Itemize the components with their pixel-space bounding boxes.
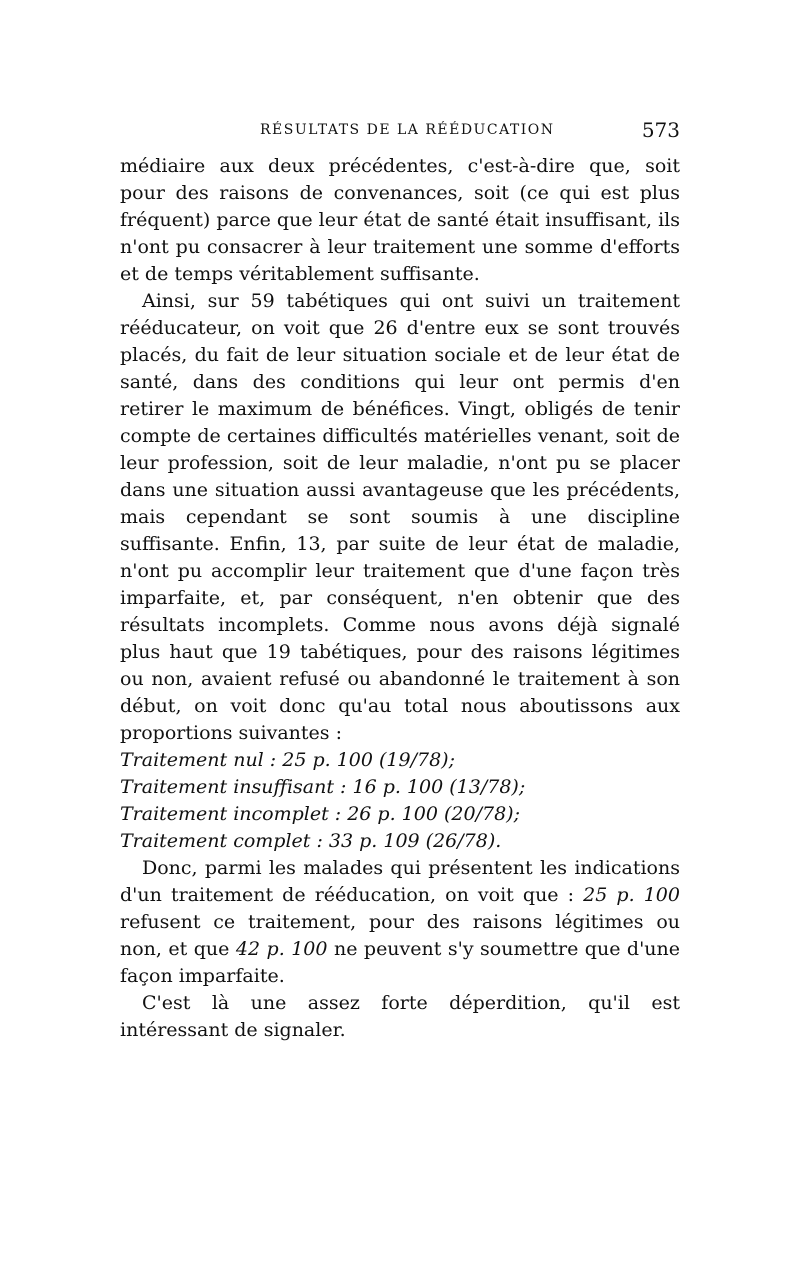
conclusion-percent-imparfait: 42 p. 100	[235, 938, 328, 960]
running-head	[120, 118, 680, 142]
result-line-complet: Traitement complet : 33 p. 109 (26/78).	[120, 830, 502, 852]
page-number: 573	[641, 118, 680, 142]
body-text	[120, 153, 680, 1044]
conclusion-text-start: Donc, parmi les malades qui présentent les indications d'un traitement de rééducation, on voit que :	[120, 857, 680, 906]
result-line-nul: Traitement nul : 25 p. 100 (19/78);	[120, 749, 455, 771]
conclusion-percent-refuse: 25 p. 100	[583, 884, 680, 906]
paragraph-continuation: médiaire aux deux précédentes, c'est-à-dire que, soit pour des raisons de convenances, soit (ce qui est plus fréquent) parce que leur état de santé était insuffisant, ils n'ont pu consacrer à leur traitement une somme d'efforts et de temps véritablement suffisante.	[120, 155, 680, 285]
conclusion-text-mid: refusent ce traitement, pour des raisons légitimes ou non, et que	[120, 911, 680, 960]
results-list	[120, 747, 680, 855]
result-line-incomplet: Traitement incomplet : 26 p. 100 (20/78);	[120, 803, 520, 825]
paragraph-statistics: Ainsi, sur 59 tabétiques qui ont suivi un traitement rééducateur, on voit que 26 d'entre eux se sont trouvés placés, du fait de leur situation sociale et de leur état de santé, dans des conditions qui leur ont permis d'en retirer le maximum de bénéfices. Vingt, obligés de tenir compte de certaines difficultés matérielles venant, soit de leur profession, soit de leur maladie, n'ont pu se placer dans une situation aussi avantageuse que les précédents, mais cependant se sont soumis à une discipline suffisante. Enfin, 13, par suite de leur état de maladie, n'ont pu accomplir leur traitement que d'une façon très imparfaite, et, par conséquent, n'en obtenir que des résultats incomplets. Comme nous avons déjà signalé plus haut que 19 tabétiques, pour des raisons légitimes ou non, avaient refusé ou abandonné le traitement à son début, on voit donc qu'au total nous aboutissons aux proportions suivantes :	[120, 290, 680, 744]
paragraph-final: C'est là une assez forte déperdition, qu'il est intéressant de signaler.	[120, 992, 680, 1041]
result-line-insuffisant: Traitement insuffisant : 16 p. 100 (13/78);	[120, 776, 526, 798]
conclusion-text-end: ne peuvent s'y soumettre que d'une façon imparfaite.	[120, 938, 681, 987]
paragraph-conclusion	[120, 855, 680, 990]
running-title: RÉSULTATS DE LA RÉÉDUCATION	[260, 122, 555, 138]
